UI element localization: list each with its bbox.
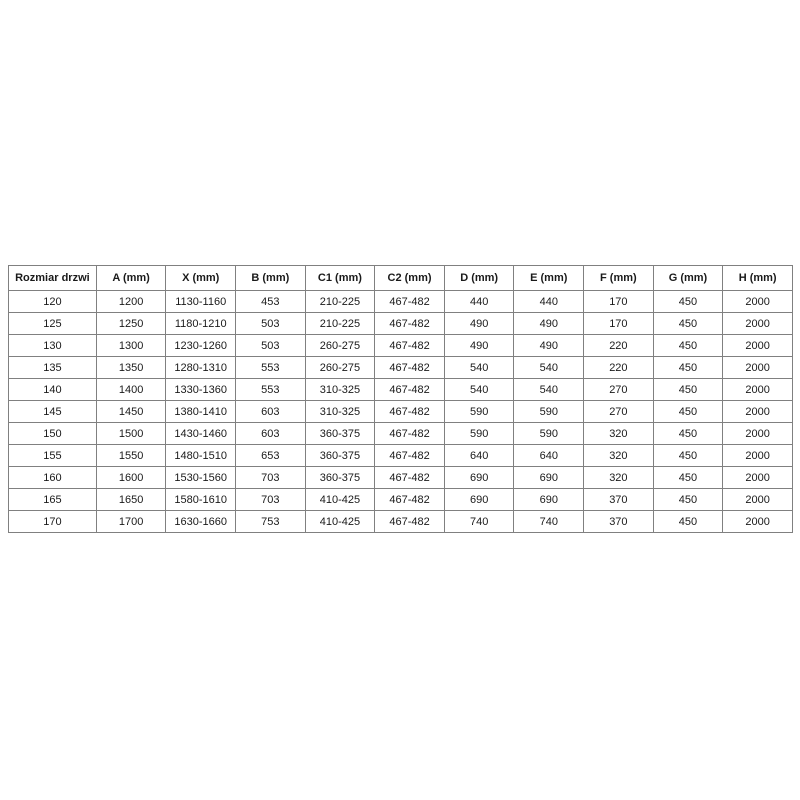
table-cell: 690	[514, 489, 584, 511]
table-cell: 410-425	[305, 511, 375, 533]
table-cell: 590	[444, 401, 514, 423]
table-cell: 553	[236, 379, 306, 401]
table-cell: 360-375	[305, 423, 375, 445]
table-cell: 440	[514, 291, 584, 313]
table-cell: 2000	[723, 291, 793, 313]
table-cell: 1530-1560	[166, 467, 236, 489]
table-cell: 1450	[96, 401, 166, 423]
table-cell: 1700	[96, 511, 166, 533]
table-cell: 467-482	[375, 445, 445, 467]
table-cell: 1650	[96, 489, 166, 511]
column-header: C2 (mm)	[375, 266, 445, 291]
table-head	[9, 266, 793, 291]
table-cell: 2000	[723, 445, 793, 467]
table-cell: 320	[584, 467, 654, 489]
table-cell: 1230-1260	[166, 335, 236, 357]
table-cell: 540	[444, 357, 514, 379]
table-cell: 270	[584, 401, 654, 423]
table-cell: 360-375	[305, 467, 375, 489]
column-header: B (mm)	[236, 266, 306, 291]
table-cell: 270	[584, 379, 654, 401]
table-cell: 603	[236, 423, 306, 445]
table-cell: 703	[236, 467, 306, 489]
table-cell: 467-482	[375, 489, 445, 511]
table-cell: 490	[514, 313, 584, 335]
table-row	[9, 445, 793, 467]
table-row	[9, 379, 793, 401]
table-cell: 1430-1460	[166, 423, 236, 445]
table-cell: 170	[584, 291, 654, 313]
table-cell: 450	[653, 467, 723, 489]
table-cell: 1250	[96, 313, 166, 335]
table-cell: 140	[9, 379, 97, 401]
table-cell: 410-425	[305, 489, 375, 511]
column-header: A (mm)	[96, 266, 166, 291]
table-cell: 1630-1660	[166, 511, 236, 533]
table-cell: 740	[514, 511, 584, 533]
table-cell: 467-482	[375, 467, 445, 489]
table-cell: 753	[236, 511, 306, 533]
column-header: C1 (mm)	[305, 266, 375, 291]
table-cell: 450	[653, 379, 723, 401]
table-cell: 450	[653, 335, 723, 357]
table-cell: 2000	[723, 357, 793, 379]
table-cell: 1350	[96, 357, 166, 379]
table-cell: 320	[584, 423, 654, 445]
table-cell: 220	[584, 357, 654, 379]
table-row	[9, 357, 793, 379]
table-cell: 540	[514, 357, 584, 379]
column-header: H (mm)	[723, 266, 793, 291]
table-cell: 450	[653, 423, 723, 445]
table-cell: 120	[9, 291, 97, 313]
table-cell: 170	[9, 511, 97, 533]
table-cell: 703	[236, 489, 306, 511]
table-cell: 310-325	[305, 401, 375, 423]
table-cell: 260-275	[305, 335, 375, 357]
table-cell: 467-482	[375, 401, 445, 423]
table-cell: 2000	[723, 423, 793, 445]
table-cell: 467-482	[375, 291, 445, 313]
table-cell: 320	[584, 445, 654, 467]
table-cell: 1550	[96, 445, 166, 467]
table-cell: 540	[514, 379, 584, 401]
table-cell: 490	[444, 313, 514, 335]
table-cell: 2000	[723, 467, 793, 489]
table-cell: 450	[653, 313, 723, 335]
table-cell: 125	[9, 313, 97, 335]
table-cell: 490	[514, 335, 584, 357]
table-cell: 1500	[96, 423, 166, 445]
table-cell: 450	[653, 445, 723, 467]
table-cell: 2000	[723, 379, 793, 401]
table-cell: 450	[653, 511, 723, 533]
table-cell: 165	[9, 489, 97, 511]
column-header: D (mm)	[444, 266, 514, 291]
table-cell: 260-275	[305, 357, 375, 379]
table-cell: 370	[584, 511, 654, 533]
table-cell: 155	[9, 445, 97, 467]
column-header: G (mm)	[653, 266, 723, 291]
table-cell: 170	[584, 313, 654, 335]
table-cell: 310-325	[305, 379, 375, 401]
table-cell: 450	[653, 291, 723, 313]
table-cell: 467-482	[375, 313, 445, 335]
table-cell: 590	[514, 423, 584, 445]
table-cell: 1280-1310	[166, 357, 236, 379]
table-row	[9, 291, 793, 313]
table-cell: 210-225	[305, 313, 375, 335]
table-cell: 590	[514, 401, 584, 423]
table-cell: 590	[444, 423, 514, 445]
table-cell: 145	[9, 401, 97, 423]
table-cell: 135	[9, 357, 97, 379]
table-cell: 1180-1210	[166, 313, 236, 335]
table-cell: 490	[444, 335, 514, 357]
table-cell: 150	[9, 423, 97, 445]
table-cell: 1580-1610	[166, 489, 236, 511]
table-cell: 2000	[723, 335, 793, 357]
table-cell: 690	[444, 489, 514, 511]
table-cell: 503	[236, 313, 306, 335]
table-cell: 2000	[723, 313, 793, 335]
table-cell: 440	[444, 291, 514, 313]
door-dimensions-table	[8, 265, 793, 533]
table-cell: 1300	[96, 335, 166, 357]
table-cell: 360-375	[305, 445, 375, 467]
table-row	[9, 313, 793, 335]
table-cell: 640	[444, 445, 514, 467]
table-cell: 453	[236, 291, 306, 313]
table-cell: 1400	[96, 379, 166, 401]
table-cell: 690	[444, 467, 514, 489]
table-cell: 1130-1160	[166, 291, 236, 313]
column-header: E (mm)	[514, 266, 584, 291]
table-cell: 450	[653, 401, 723, 423]
table-cell: 450	[653, 357, 723, 379]
column-header: X (mm)	[166, 266, 236, 291]
table-cell: 540	[444, 379, 514, 401]
table-cell: 690	[514, 467, 584, 489]
table-cell: 130	[9, 335, 97, 357]
table-body	[9, 291, 793, 533]
table-cell: 370	[584, 489, 654, 511]
table-row	[9, 511, 793, 533]
table-cell: 740	[444, 511, 514, 533]
table-cell: 1480-1510	[166, 445, 236, 467]
table-cell: 467-482	[375, 357, 445, 379]
table-row	[9, 423, 793, 445]
table-cell: 467-482	[375, 335, 445, 357]
table-cell: 1380-1410	[166, 401, 236, 423]
table-cell: 467-482	[375, 379, 445, 401]
table-cell: 220	[584, 335, 654, 357]
table-cell: 1200	[96, 291, 166, 313]
table-header-row	[9, 266, 793, 291]
table-cell: 1330-1360	[166, 379, 236, 401]
column-header: F (mm)	[584, 266, 654, 291]
table-cell: 640	[514, 445, 584, 467]
table-cell: 553	[236, 357, 306, 379]
table-row	[9, 489, 793, 511]
table-cell: 653	[236, 445, 306, 467]
column-header: Rozmiar drzwi	[9, 266, 97, 291]
table-cell: 503	[236, 335, 306, 357]
table-cell: 210-225	[305, 291, 375, 313]
table-cell: 467-482	[375, 423, 445, 445]
table-cell: 1600	[96, 467, 166, 489]
table-cell: 467-482	[375, 511, 445, 533]
table-cell: 2000	[723, 511, 793, 533]
table-row	[9, 467, 793, 489]
table-row	[9, 335, 793, 357]
table-cell: 450	[653, 489, 723, 511]
table-cell: 603	[236, 401, 306, 423]
table-cell: 2000	[723, 489, 793, 511]
table-cell: 2000	[723, 401, 793, 423]
table-cell: 160	[9, 467, 97, 489]
table-row	[9, 401, 793, 423]
